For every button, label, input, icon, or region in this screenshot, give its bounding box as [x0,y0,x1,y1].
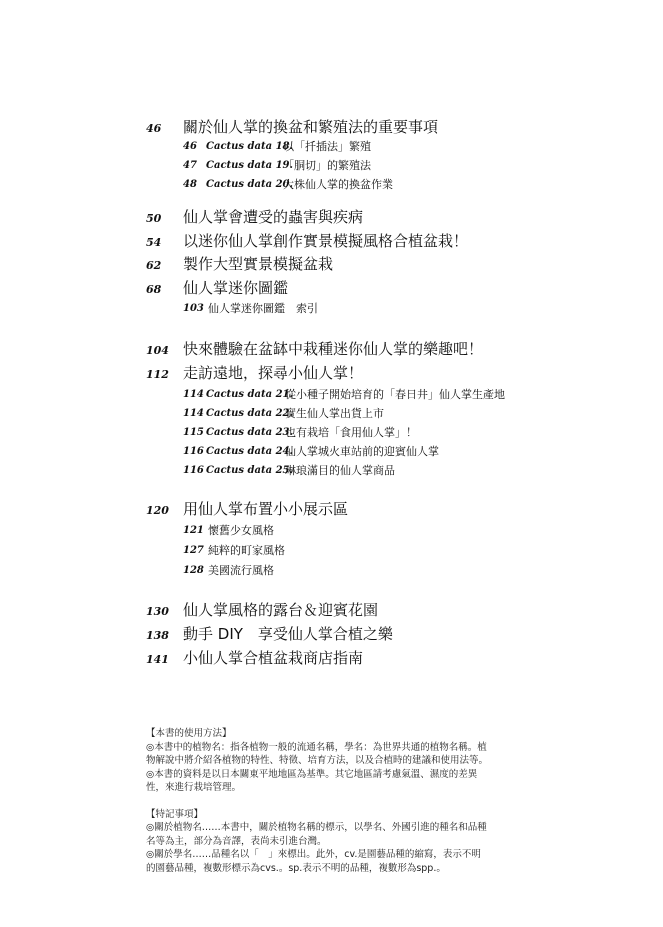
special-line: 名等為主，部分為音譯，表尚未引進台灣。 [146,835,327,847]
usage-notes [146,727,506,875]
toc-sub-entry-title: 也有栽培「食用仙人掌」！ [285,426,417,439]
usage-line: ◎本書的資料是以日本關東平地地區為基準。其它地區請考慮氣溫、濕度的差異 [146,768,478,780]
toc-sub-page-number: 114 [183,389,204,400]
cactus-data-label: Cactus data 21. [206,389,293,400]
cactus-data-label: Cactus data 18. [206,141,293,152]
toc-page-number: 68 [146,283,162,296]
toc-sub-page-number: 103 [183,303,204,314]
toc-sub-page-number: 116 [183,446,204,457]
toc-sub-page-number: 46 [183,141,197,152]
toc-page-number: 130 [146,605,169,618]
toc-sub-page-number: 116 [183,465,204,476]
cactus-data-label: Cactus data 24. [206,446,293,457]
toc-page-number: 141 [146,653,169,666]
toc-sub-entry-title: 琳琅滿目的仙人掌商品 [285,464,395,477]
toc-sub-entry-title: 仙人掌城火車站前的迎賓仙人掌 [285,445,439,458]
toc-page-number: 112 [146,368,169,381]
usage-line: ◎本書中的植物名：指各植物一般的流通名稱，學名：為世界共通的植物名稱。植 [146,741,487,753]
toc-sub-entry-title: 從小種子開始培育的「春日井」仙人掌生產地 [285,388,505,401]
toc-entry-title: 用仙人掌布置小小展示區 [183,500,349,518]
cactus-data-label: Cactus data 25. [206,465,293,476]
toc-sub-page-number: 48 [183,179,197,190]
toc-page-number: 104 [146,344,169,357]
cactus-data-label: Cactus data 23. [206,427,293,438]
special-heading: 【特記事項】 [146,808,204,820]
usage-heading: 【本書的使用方法】 [146,728,232,739]
special-line: ◎關於植物名……本書中，關於植物名稱的標示，以學名、外國引進的種名和品種 [146,822,487,833]
toc-sub-page-number: 127 [183,545,204,556]
usage-line: 物解說中將介紹各植物的特性、特徵、培育方法，以及合植時的建議和使用法等。 [146,755,489,766]
toc-sub-entry-title: 美國流行風格 [208,564,274,577]
toc-sub-entry-title: 以「扦插法」繁殖 [283,140,371,153]
toc-entry-title: 動手 DIY 享受仙人掌合植之樂 [183,625,393,643]
special-line: 的園藝品種，複數形標示為cvs.。sp.表示不明的品種，複數形為spp.。 [146,862,446,874]
toc-entry-title: 關於仙人掌的換盆和繁殖法的重要事項 [183,118,439,136]
toc-sub-page-number: 115 [183,427,204,438]
toc-page-number: 54 [146,236,162,249]
toc-sub-entry-title: 仙人掌迷你圖鑑 索引 [208,302,318,315]
usage-line: 性，來進行栽培管理。 [146,782,242,793]
toc-sub-entry-title: 純粹的町家風格 [208,544,285,557]
special-line: ◎關於學名……品種名以「 」來標出。此外，cv.是園藝品種的縮寫，表示不明 [146,849,481,860]
toc-page-number: 62 [146,259,162,272]
toc-page-number: 120 [146,504,169,517]
toc-entry-title: 仙人掌迷你圖鑑 [183,279,289,297]
toc-entry-title: 仙人掌會遭受的蟲害與疾病 [183,208,364,226]
toc-sub-entry-title: 實生仙人掌出貨上市 [285,407,384,420]
toc-sub-entry-title: 大株仙人掌的換盆作業 [283,178,393,191]
cactus-data-label: Cactus data 20. [206,179,293,190]
toc-entry-title: 製作大型實景模擬盆栽 [183,255,334,273]
toc-page-number: 50 [146,212,162,225]
toc-page-number: 46 [146,122,162,135]
toc-sub-page-number: 47 [183,160,197,171]
toc-sub-entry-title: 懷舊少女風格 [208,524,274,537]
toc-entry-title: 仙人掌風格的露台＆迎賓花園 [183,601,379,619]
cactus-data-label: Cactus data 22. [206,408,293,419]
toc-sub-page-number: 114 [183,408,204,419]
toc-entry-title: 小仙人掌合植盆栽商店指南 [183,649,364,667]
toc-sub-page-number: 121 [183,525,204,536]
toc-entry-title: 快來體驗在盆缽中栽種迷你仙人掌的樂趣吧！ [183,340,484,358]
toc-sub-entry-title: 「胴切」的繁殖法 [283,159,371,172]
toc-sub-page-number: 128 [183,565,204,576]
cactus-data-label: Cactus data 19. [206,160,293,171]
toc-page-number: 138 [146,629,169,642]
toc-entry-title: 走訪遠地，探尋小仙人掌！ [183,364,364,382]
toc-entry-title: 以迷你仙人掌創作實景模擬風格合植盆栽！ [183,232,469,250]
